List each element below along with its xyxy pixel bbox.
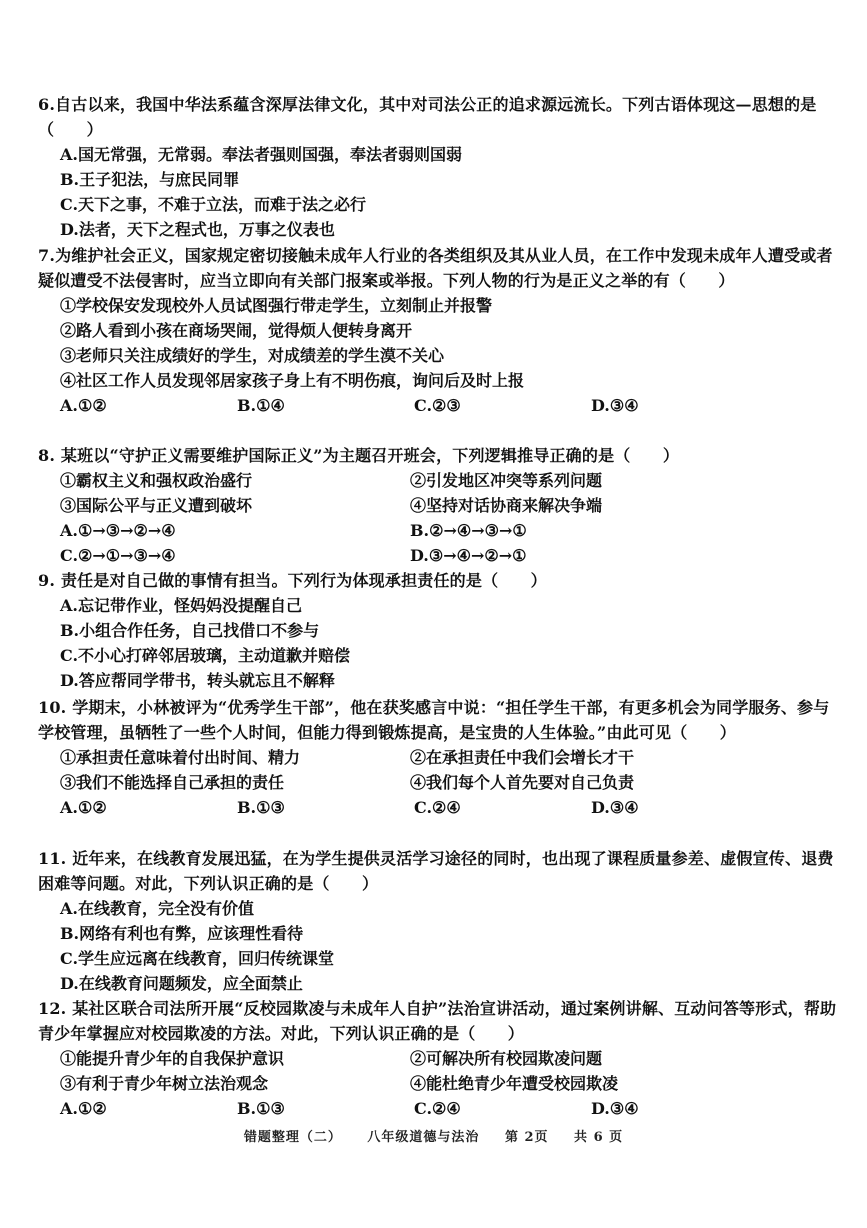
question-stem: 12. 某社区联合司法所开展“反校园欺凌与未成年人自护”法治宣讲活动，通过案例讲解、互动问答等形式，帮助青少年掌握应对校园欺凌的方法。对此，下列认识正确的是（ ） (38, 999, 837, 1043)
page-footer (0, 1126, 867, 1145)
option-a: A.国无常强，无常弱。奉法者强则国强，奉法者弱则国弱 (60, 145, 462, 164)
choice-row (38, 543, 838, 568)
choice-row (38, 1096, 838, 1121)
choice-c: C.②④ (414, 1099, 461, 1118)
question-stem: 7.为维护社会正义，国家规定密切接触未成年人行业的各类组织及其从业人员，在工作中发现未成年人遭受或者疑似遭受不法侵害时，应当立即向有关部门报案或举报。下列人物的行为是正义之举的有（ ） (38, 246, 833, 290)
statement-row (38, 1071, 838, 1096)
statement-row (38, 1046, 838, 1071)
statement-4: ④社区工作人员发现邻居家孩子身上有不明伤痕，询问后及时上报 (60, 371, 525, 390)
option-d: D.法者，天下之程式也，万事之仪表也 (60, 220, 335, 239)
statement-1: ①能提升青少年的自我保护意识 (60, 1049, 285, 1068)
choice-a: A.①② (60, 396, 107, 415)
question-9 (38, 568, 838, 693)
question-6 (38, 92, 838, 242)
statement-3: ③我们不能选择自己承担的责任 (60, 773, 285, 792)
question-stem: 8. 某班以“守护正义需要维护国际正义”为主题召开班会，下列逻辑推导正确的是（ ） (38, 446, 680, 465)
choice-b: B.②→④→③→① (410, 521, 527, 540)
question-10 (38, 695, 838, 820)
question-8 (38, 443, 838, 568)
question-stem: 9. 责任是对自己做的事情有担当。下列行为体现承担责任的是（ ） (38, 571, 547, 590)
footer-series: 错题整理（二） (243, 1130, 342, 1145)
statement-4: ④坚持对话协商来解决争端 (410, 496, 603, 515)
choice-b: B.①③ (237, 798, 285, 817)
question-stem: 11. 近年来，在线教育发展迅猛，在为学生提供灵活学习途径的同时，也出现了课程质量参差、虚假宣传、退费困难等问题。对此，下列认识正确的是（ ） (38, 849, 834, 893)
statement-row (38, 745, 838, 770)
choice-d: D.③④ (591, 396, 639, 415)
choice-d: D.③→④→②→① (410, 546, 527, 565)
option-d: D.答应帮同学带书，转头就忘且不解释 (60, 671, 335, 690)
choice-c: C.②→①→③→④ (60, 546, 176, 565)
statement-3: ③国际公平与正义遭到破坏 (60, 496, 253, 515)
statement-row (38, 493, 838, 518)
option-c: C.学生应远离在线教育，回归传统课堂 (60, 949, 335, 968)
choice-a: A.①→③→②→④ (60, 521, 176, 540)
footer-page-number: 第 2页 (504, 1130, 549, 1145)
question-12 (38, 996, 838, 1121)
choice-c: C.②③ (414, 396, 461, 415)
choice-c: C.②④ (414, 798, 461, 817)
question-7 (38, 243, 838, 418)
option-c: C.不小心打碎邻居玻璃，主动道歉并赔偿 (60, 646, 351, 665)
choice-d: D.③④ (591, 1099, 639, 1118)
statement-1: ①承担责任意味着付出时间、精力 (60, 748, 301, 767)
footer-subject: 八年级道德与法治 (367, 1130, 480, 1145)
statement-1: ①霸权主义和强权政治盛行 (60, 471, 253, 490)
choice-d: D.③④ (591, 798, 639, 817)
statement-row (38, 770, 838, 795)
choice-row (38, 393, 838, 418)
question-stem: 10. 学期末，小林被评为“优秀学生干部”，他在获奖感言中说：“担任学生干部，有更多机会为同学服务、参与学校管理，虽牺牲了一些个人时间，但能力得到锻炼提高，是宝贵的人生体验。”由此可见（ ） (38, 698, 830, 742)
option-b: B.网络有利也有弊，应该理性看待 (60, 924, 304, 943)
statement-3: ③老师只关注成绩好的学生，对成绩差的学生漠不关心 (60, 346, 445, 365)
choice-b: B.①③ (237, 1099, 285, 1118)
question-stem: 6.自古以来，我国中华法系蕴含深厚法律文化，其中对司法公正的追求源远流长。下列古语体现这—思想的是（ ） (38, 95, 817, 139)
option-b: B.王子犯法，与庶民同罪 (60, 170, 240, 189)
statement-4: ④能杜绝青少年遭受校园欺凌 (410, 1074, 619, 1093)
statement-2: ②在承担责任中我们会增长才干 (410, 748, 635, 767)
option-c: C.天下之事，不难于立法，而难于法之必行 (60, 195, 367, 214)
choice-row (38, 795, 838, 820)
statement-2: ②引发地区冲突等系列问题 (410, 471, 603, 490)
statement-2: ②路人看到小孩在商场哭闹，觉得烦人便转身离开 (60, 321, 413, 340)
choice-a: A.①② (60, 1099, 107, 1118)
option-a: A.忘记带作业，怪妈妈没提醒自己 (60, 596, 302, 615)
choice-b: B.①④ (237, 396, 285, 415)
option-a: A.在线教育，完全没有价值 (60, 899, 254, 918)
footer-total-pages: 共 6 页 (574, 1130, 624, 1145)
choice-a: A.①② (60, 798, 107, 817)
statement-2: ②可解决所有校园欺凌问题 (410, 1049, 603, 1068)
statement-1: ①学校保安发现校外人员试图强行带走学生，立刻制止并报警 (60, 296, 493, 315)
choice-row (38, 518, 838, 543)
question-11 (38, 846, 838, 996)
statement-row (38, 468, 838, 493)
option-b: B.小组合作任务，自己找借口不参与 (60, 621, 320, 640)
statement-4: ④我们每个人首先要对自己负责 (410, 773, 635, 792)
statement-3: ③有利于青少年树立法治观念 (60, 1074, 269, 1093)
option-d: D.在线教育问题频发，应全面禁止 (60, 974, 303, 993)
